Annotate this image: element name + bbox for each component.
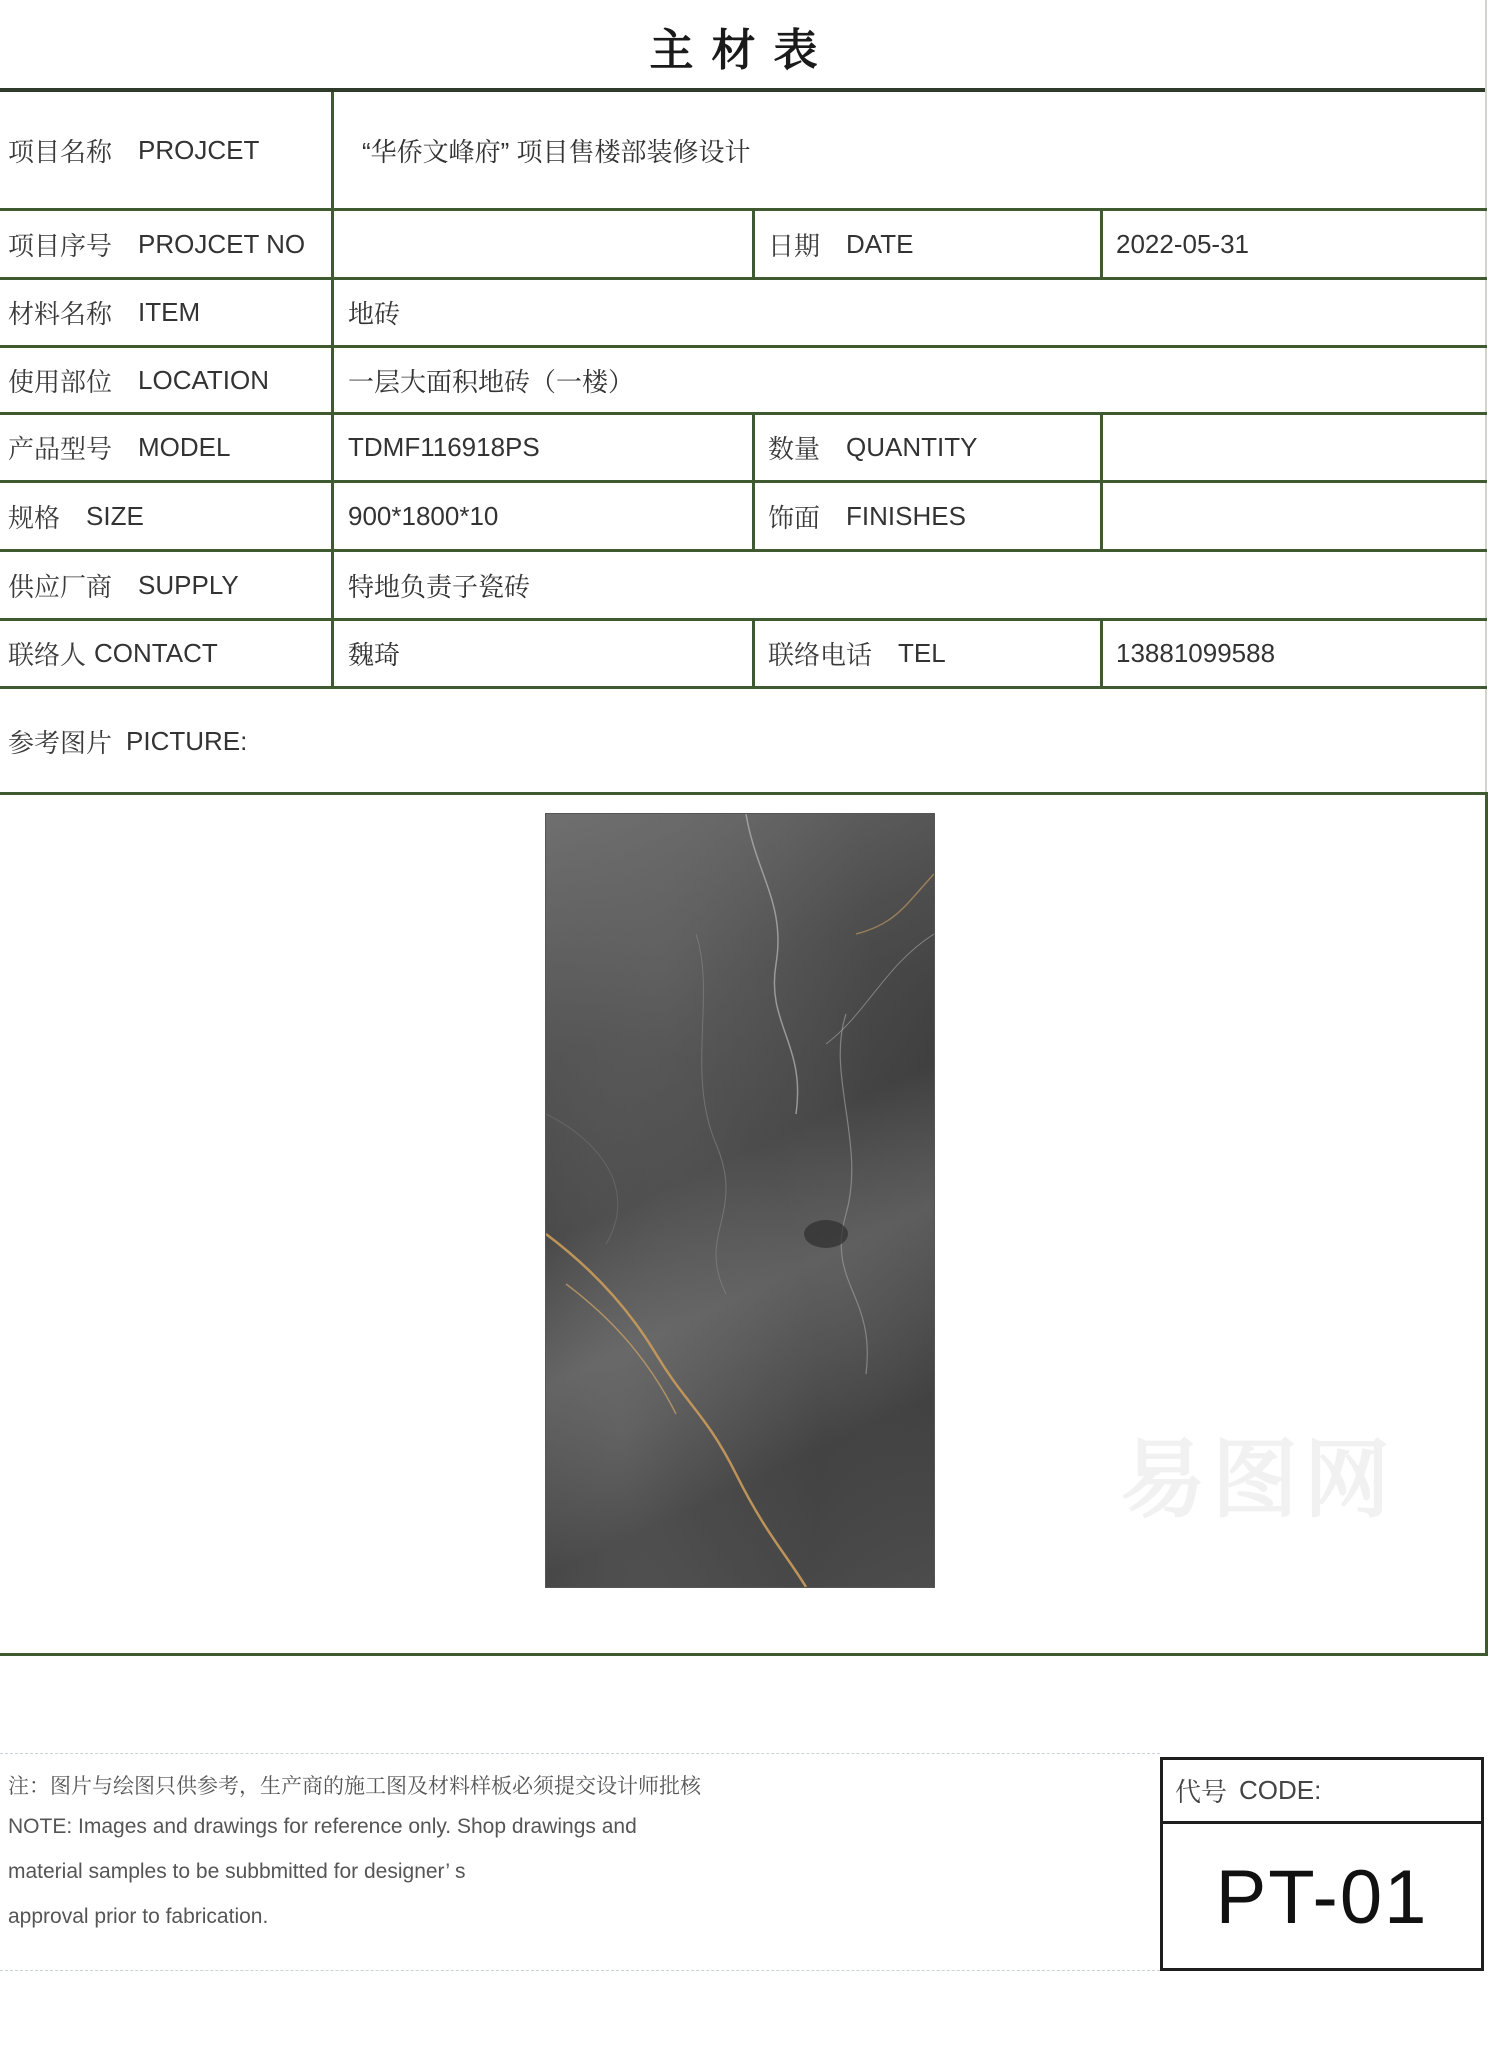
column-divider <box>1100 618 1103 688</box>
page-title: 主材表 <box>649 25 836 76</box>
column-divider <box>752 618 755 688</box>
watermark-logo: 易图网 <box>1120 1430 1396 1530</box>
date-label-cn: 日期 <box>768 230 821 261</box>
row-divider <box>0 686 1487 689</box>
size-label-cn: 规格 <box>8 502 61 533</box>
picture-label-en: PICTURE: <box>126 725 248 756</box>
quantity-label-cn: 数量 <box>768 434 821 464</box>
finishes-label-en: FINISHES <box>846 500 966 531</box>
tel-label-en: TEL <box>898 638 946 668</box>
tel-value: 13881099588 <box>1116 638 1276 668</box>
location-label <box>8 348 328 412</box>
location-label-en: LOCATION <box>138 364 269 395</box>
date-label <box>768 211 1098 277</box>
size-label-en: SIZE <box>86 500 144 531</box>
project-label <box>8 92 328 208</box>
model-value: TDMF116918PS <box>348 432 540 462</box>
note-line-en-1: NOTE: Images and drawings for reference only. Shop drawings and <box>8 1815 637 1838</box>
note-top-rule <box>0 1753 1160 1754</box>
item-value: 地砖 <box>348 299 401 329</box>
finishes-value <box>1116 483 1476 549</box>
code-box <box>1160 1757 1484 1971</box>
model-label-en: MODEL <box>138 432 231 462</box>
supply-value: 特地负责子瓷砖 <box>348 571 531 602</box>
supply-label-cn: 供应厂商 <box>8 571 113 602</box>
supply-label-en: SUPPLY <box>138 569 239 600</box>
project-no-label-en: PROJCET NO <box>138 228 306 259</box>
column-divider <box>1100 208 1103 279</box>
tel-label <box>768 621 1098 686</box>
finishes-label <box>768 483 1098 549</box>
location-value: 一层大面积地砖（一楼） <box>348 366 635 397</box>
note-line-en-3: approval prior to fabrication. <box>8 1905 269 1928</box>
location-label-cn: 使用部位 <box>8 366 113 397</box>
note-line-en-2: material samples to be subbmitted for designer’ s <box>8 1860 466 1883</box>
item-label <box>8 280 328 345</box>
picture-label-cn: 参考图片 <box>8 727 113 758</box>
quantity-label <box>768 415 1098 480</box>
project-no-label-cn: 项目序号 <box>8 230 113 261</box>
supply-label <box>8 552 328 618</box>
project-no-value <box>348 211 748 277</box>
project-value: “华侨文峰府” 项目售楼部装修设计 <box>362 136 751 167</box>
contact-value: 魏琦 <box>348 640 401 670</box>
picture-label <box>8 692 608 790</box>
model-label-cn: 产品型号 <box>8 434 113 464</box>
project-no-label <box>8 211 328 277</box>
finishes-label-cn: 饰面 <box>768 502 821 533</box>
item-label-en: ITEM <box>138 297 201 327</box>
size-value: 900*1800*10 <box>348 500 499 531</box>
tel-label-cn: 联络电话 <box>768 640 873 670</box>
project-label-cn: 项目名称 <box>8 136 113 167</box>
code-label-en: CODE: <box>1239 1775 1322 1805</box>
code-label-cn: 代号 <box>1175 1777 1228 1807</box>
code-value: PT-01 <box>1215 1855 1429 1940</box>
size-label <box>8 483 328 549</box>
date-value: 2022-05-31 <box>1116 228 1249 259</box>
quantity-label-en: QUANTITY <box>846 432 978 462</box>
contact-label-cn: 联络人 <box>8 640 87 670</box>
note-bottom-rule <box>0 1970 1160 1971</box>
project-label-en: PROJCET <box>138 134 260 165</box>
column-divider <box>752 412 755 551</box>
column-divider <box>331 92 334 688</box>
quantity-value <box>1116 415 1476 480</box>
item-label-cn: 材料名称 <box>8 299 113 329</box>
note-line-cn: 注：图片与绘图只供参考，生产商的施工图及材料样板必须提交设计师批核 <box>8 1775 701 1798</box>
code-label <box>1163 1760 1481 1824</box>
column-divider <box>1100 412 1103 551</box>
marble-tile-image <box>545 813 935 1588</box>
column-divider <box>752 208 755 279</box>
contact-label-en: CONTACT <box>94 638 218 668</box>
contact-label <box>8 621 328 686</box>
marble-veins <box>546 814 934 1587</box>
date-label-en: DATE <box>846 228 914 259</box>
model-label <box>8 415 328 480</box>
